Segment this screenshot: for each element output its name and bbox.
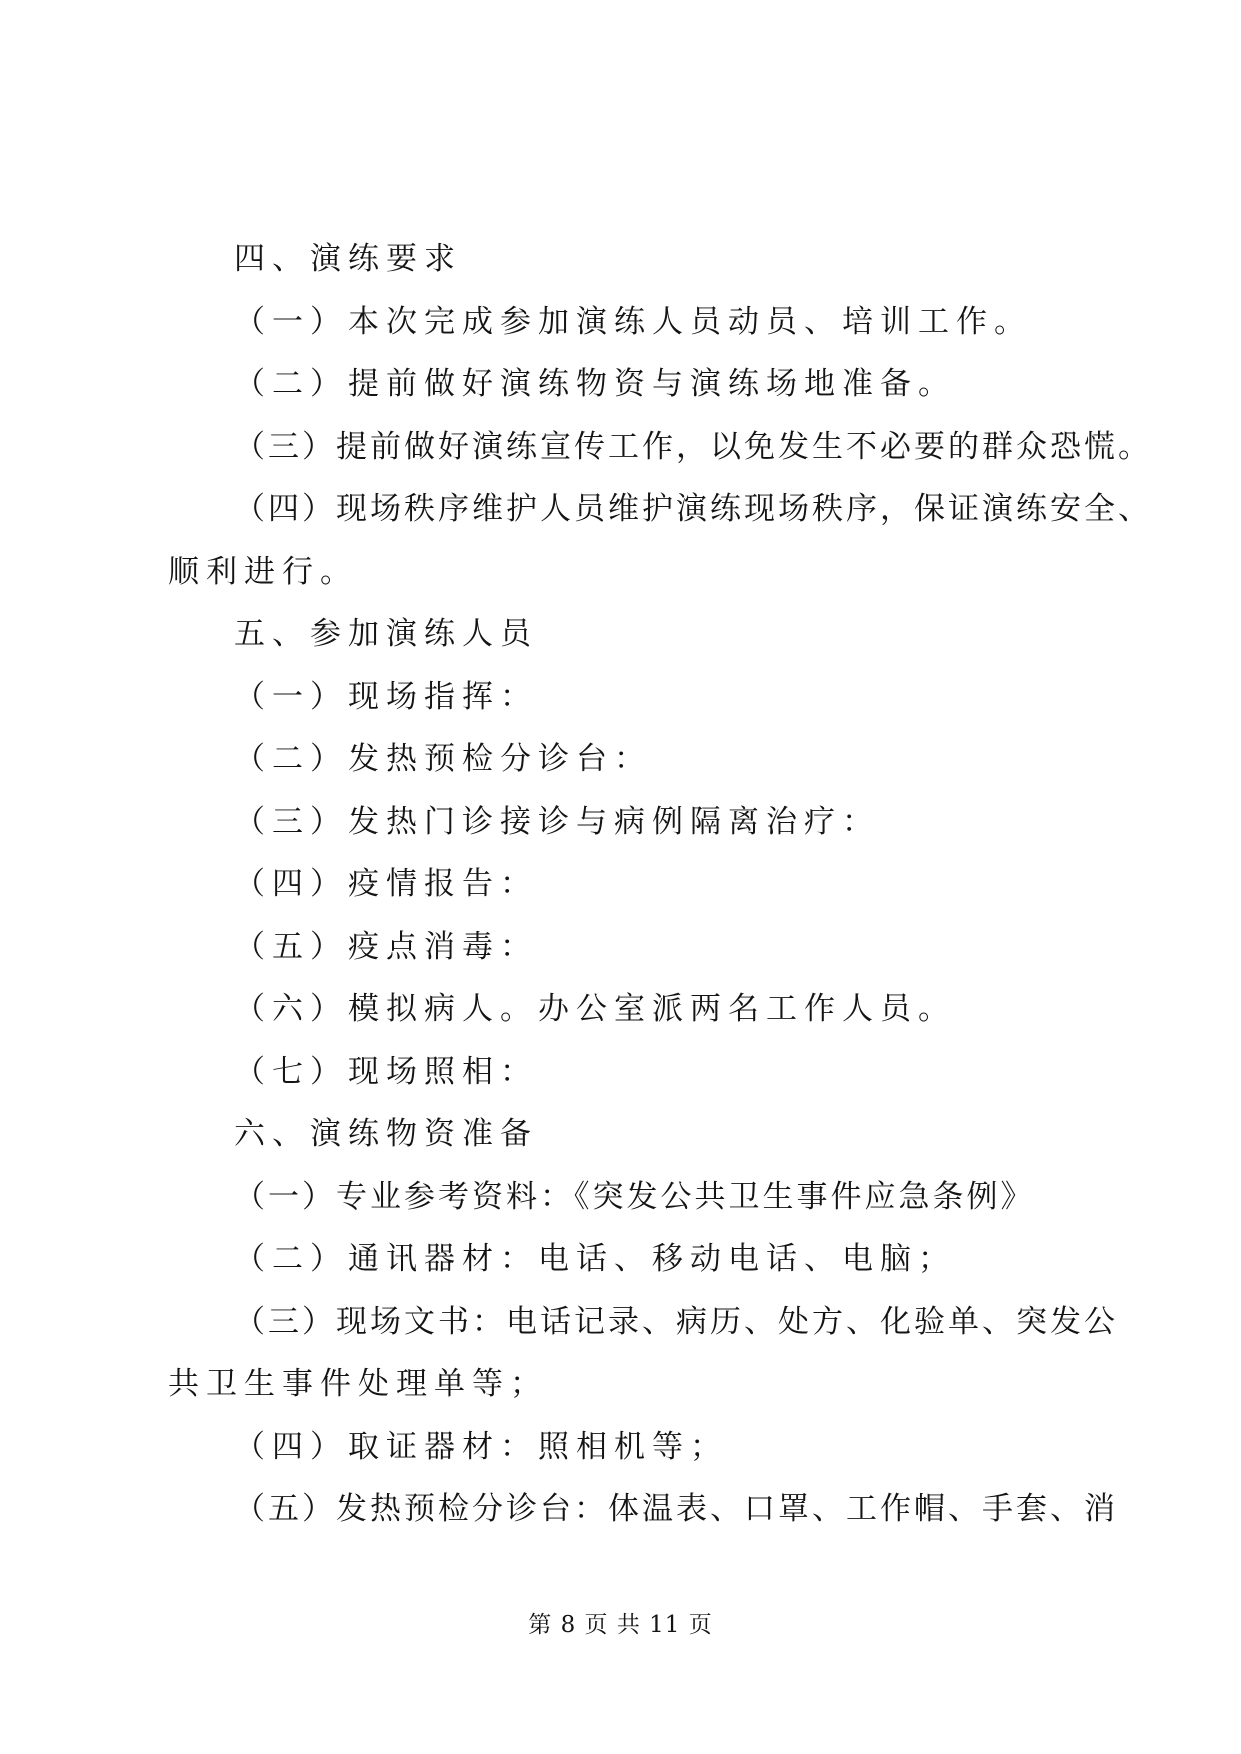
section-heading-4: 四、演练要求 [234,241,462,277]
paragraph-line: （一）本次完成参加演练人员动员、培训工作。 [234,303,1032,340]
document-body [168,228,1152,1541]
paragraph-line: 顺利进行。 [168,553,358,590]
section-heading-6: 六、演练物资准备 [234,1116,538,1152]
page-number-footer: 第 8 页 共 11 页 [528,1612,713,1638]
paragraph-line: （七）现场照相： [234,1053,538,1090]
paragraph-line: 共卫生事件处理单等； [168,1366,548,1402]
paragraph-line: （一）专业参考资料：《突发公共卫生事件应急条例》 [234,1178,1035,1215]
paragraph-line: （四）疫情报告： [234,866,538,902]
paragraph-line: （四）现场秩序维护人员维护演练现场秩序，保证演练安全、 [234,491,1152,527]
section-heading-5: 五、参加演练人员 [234,616,538,652]
paragraph-line: （二）发热预检分诊台： [234,741,652,777]
paragraph-line: （六）模拟病人。办公室派两名工作人员。 [234,991,956,1027]
paragraph-line: （二）通讯器材：电话、移动电话、电脑； [234,1241,956,1277]
paragraph-line: （一）现场指挥： [234,678,538,715]
paragraph-line: （三）发热门诊接诊与病例隔离治疗： [234,803,880,840]
paragraph-line: （五）疫点消毒： [234,928,538,965]
paragraph-line: （五）发热预检分诊台：体温表、口罩、工作帽、手套、消 [234,1491,1118,1527]
paragraph-line: （三）提前做好演练宣传工作，以免发生不必要的群众恐慌。 [234,428,1152,465]
paragraph-line: （二）提前做好演练物资与演练场地准备。 [234,366,956,402]
paragraph-line: （三）现场文书：电话记录、病历、处方、化验单、突发公 [234,1303,1118,1340]
paragraph-line: （四）取证器材：照相机等； [234,1428,728,1465]
